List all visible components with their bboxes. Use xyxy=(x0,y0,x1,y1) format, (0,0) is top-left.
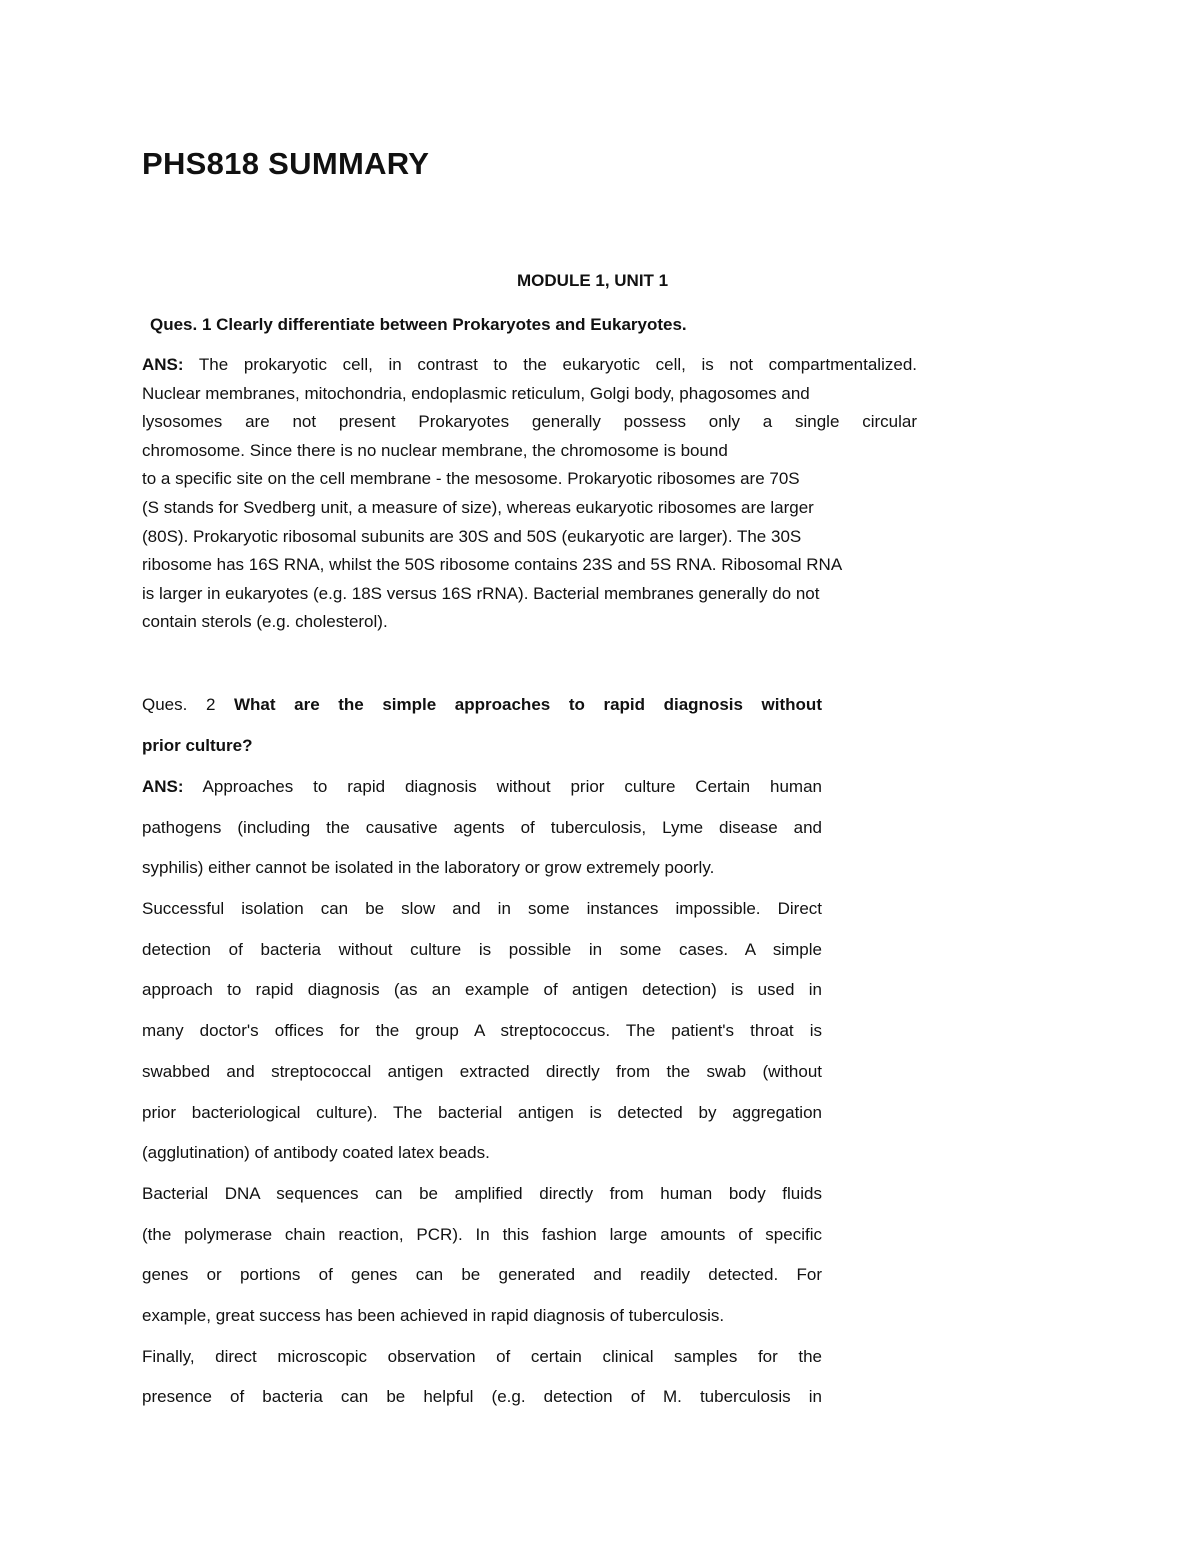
answer-2-line: example, great success has been achieved in rapid diagnosis of tuberculosis. xyxy=(142,1305,725,1325)
answer-2-line: prior bacteriological culture). The bacterial antigen is detected by aggregation xyxy=(142,1102,822,1122)
answer-1-line: Nuclear membranes, mitochondria, endoplasmic reticulum, Golgi body, phagosomes and xyxy=(142,383,810,403)
answer-2-line: presence of bacteria can be helpful (e.g. detection of M. tuberculosis in xyxy=(142,1387,822,1407)
answer-2 xyxy=(142,774,822,1425)
answer-1-line: to a specific site on the cell membrane - the mesosome. Prokaryotic ribosomes are 70S xyxy=(142,469,800,489)
answer-label: ANS: xyxy=(142,777,184,796)
question-2 xyxy=(142,692,822,773)
answer-label: ANS: xyxy=(142,355,184,374)
question-2-line: Ques. 2 What are the simple approaches to rapid diagnosis without xyxy=(142,695,822,714)
answer-2-line: (the polymerase chain reaction, PCR). In this fashion large amounts of specific xyxy=(142,1224,822,1244)
answer-1-line: is larger in eukaryotes (e.g. 18S versus 16S rRNA). Bacterial membranes generally do not xyxy=(142,583,820,603)
module-heading: MODULE 1, UNIT 1 xyxy=(517,271,669,290)
answer-2-line: Successful isolation can be slow and in some instances impossible. Direct xyxy=(142,899,822,919)
answer-2-line: (agglutination) of antibody coated latex beads. xyxy=(142,1143,490,1163)
answer-1-line: contain sterols (e.g. cholesterol). xyxy=(142,612,388,632)
answer-1-line: ribosome has 16S RNA, whilst the 50S ribosome contains 23S and 5S RNA. Ribosomal RNA xyxy=(142,555,843,575)
answer-2-line: swabbed and streptococcal antigen extracted directly from the swab (without xyxy=(142,1061,822,1081)
answer-2-line: syphilis) either cannot be isolated in the laboratory or grow extremely poorly. xyxy=(142,858,715,878)
answer-2-line: ANS: Approaches to rapid diagnosis without prior culture Certain human xyxy=(142,777,822,796)
question-2-line: prior culture? xyxy=(142,735,253,755)
document-title: PHS818 SUMMARY xyxy=(142,146,430,181)
answer-2-line: many doctor's offices for the group A streptococcus. The patient's throat is xyxy=(142,1021,822,1041)
answer-2-line: approach to rapid diagnosis (as an example of antigen detection) is used in xyxy=(142,980,822,1000)
answer-1-line: chromosome. Since there is no nuclear membrane, the chromosome is bound xyxy=(142,440,728,460)
answer-1 xyxy=(142,351,917,637)
question-1: Ques. 1 Clearly differentiate between Prokaryotes and Eukaryotes. xyxy=(150,315,687,334)
answer-1-line: (80S). Prokaryotic ribosomal subunits are 30S and 50S (eukaryotic are larger). The 30S xyxy=(142,526,802,546)
answer-2-line: Finally, direct microscopic observation of certain clinical samples for the xyxy=(142,1346,822,1366)
answer-2-line: pathogens (including the causative agents of tuberculosis, Lyme disease and xyxy=(142,817,822,837)
answer-1-line: (S stands for Svedberg unit, a measure of size), whereas eukaryotic ribosomes are larger xyxy=(142,497,814,517)
answer-1-line: ANS: The prokaryotic cell, in contrast to the eukaryotic cell, is not compartmentalized. xyxy=(142,355,917,374)
answer-1-line: lysosomes are not present Prokaryotes generally possess only a single circular xyxy=(142,412,917,432)
answer-2-line: genes or portions of genes can be generated and readily detected. For xyxy=(142,1265,822,1285)
answer-2-line: Bacterial DNA sequences can be amplified directly from human body fluids xyxy=(142,1183,822,1203)
answer-2-line: detection of bacteria without culture is possible in some cases. A simple xyxy=(142,939,822,959)
